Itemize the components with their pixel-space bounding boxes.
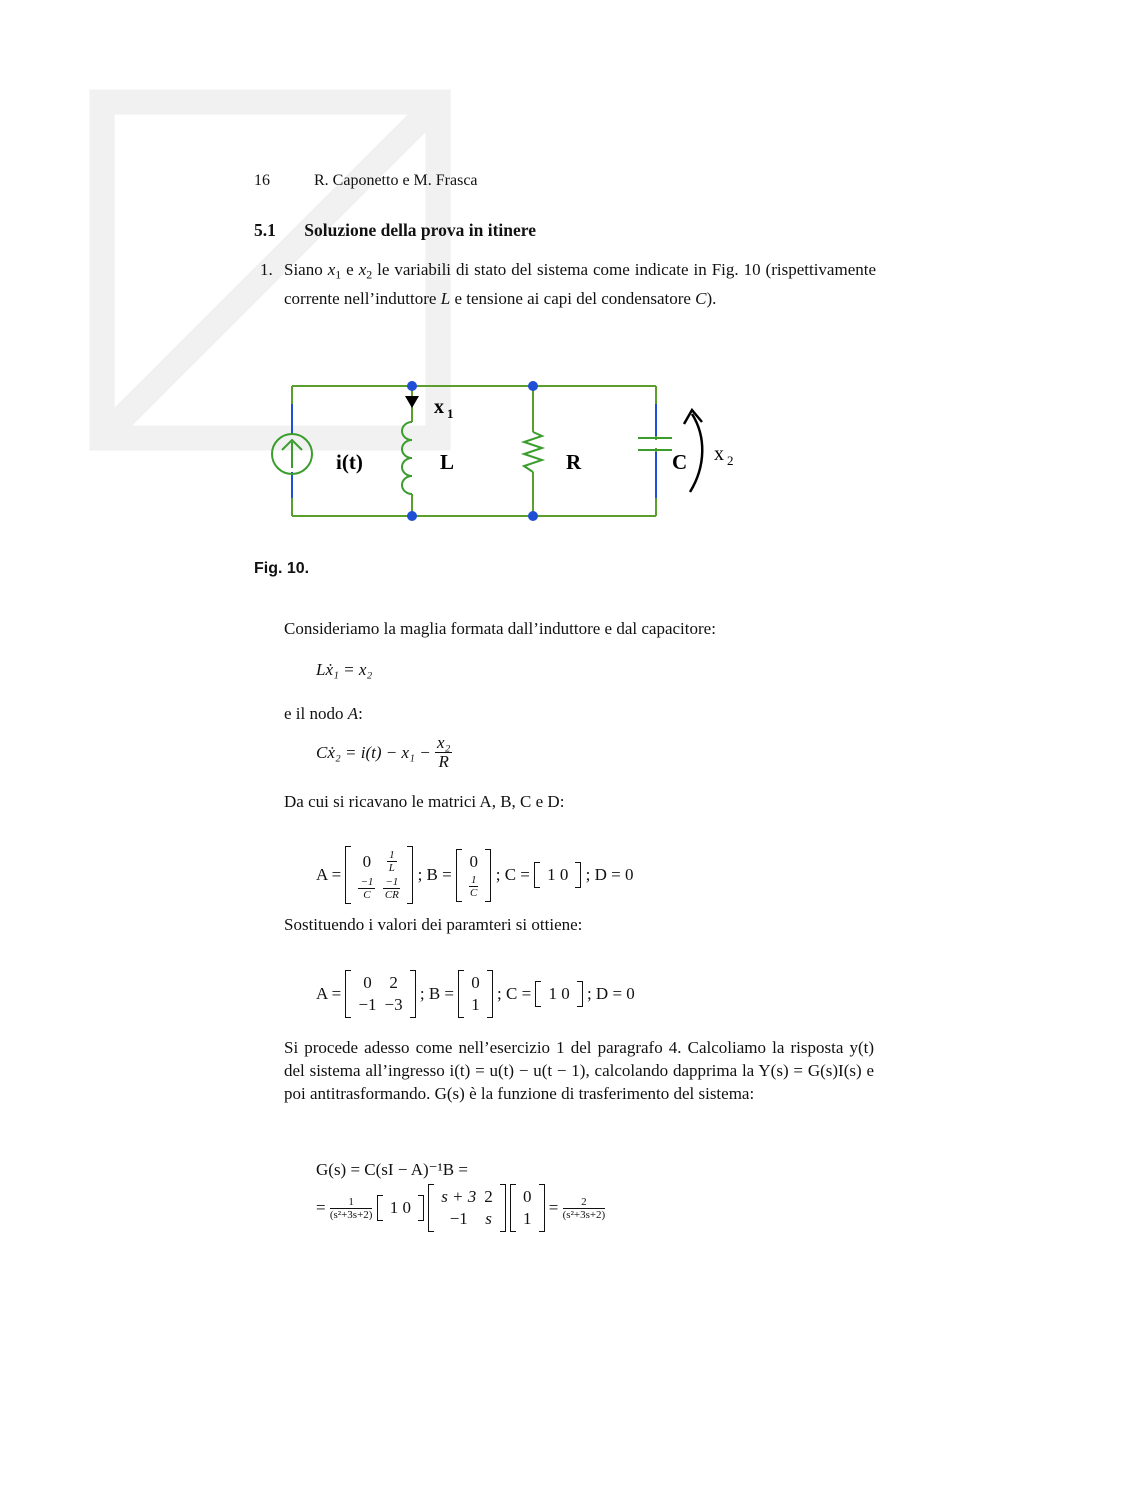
matrix-C-symbolic: 1 0 (534, 862, 581, 888)
capacitor-label: C (672, 450, 688, 474)
node-bottom-2 (528, 511, 538, 521)
list-item-1 (260, 258, 876, 310)
inductor-label: L (440, 450, 455, 474)
matrix-B-numeric: 0 1 (458, 970, 493, 1018)
x2-sub: 2 (727, 453, 734, 468)
column-vector: 0 1 (510, 1184, 545, 1232)
row-vector: 1 0 (377, 1195, 424, 1221)
matrix-B-symbolic: 0 $\frac{1}{C}$ (456, 849, 492, 902)
x1-arrow-icon (405, 396, 419, 408)
matrix-adjugate: s + 3 2 −1 s (428, 1184, 506, 1232)
equation-1: Lẋ₁ = x₂ (316, 660, 373, 679)
figure-caption: Fig. 10. (254, 560, 310, 577)
section-heading (254, 220, 536, 241)
inductor (402, 422, 412, 494)
paragraph-5: Si procede adesso come nell’esercizio 1 del paragrafo 4. Calcoliamo la risposta y(t) del sistema all’ingresso i(t) = u(t) − u(t − 1), calcolando dapprima la Y(s) = G(s)I(s) e poi antitrasformando. G(s) è la funzione di trasferimento del sistema: (284, 1038, 874, 1103)
resistor (524, 432, 542, 472)
equation-transfer-function-line2: = $\frac{1}{\text{(s²+3s+2)}}$ 1 0 s + 3 2 −1 s 0 1 = $\frac{2}{\text{(s²+3s+2)}}$ (316, 1184, 605, 1232)
list-item-text: Siano $x_1$ e $x_2$ le variabili di stato del sistema come indicate in Fig. 10 (rispettivamente corrente nell’induttore L e tensione ai capi del condensatore C). (284, 260, 877, 308)
x1-label: x (434, 396, 444, 418)
source-label: i(t) (336, 450, 363, 474)
node-top-1 (407, 381, 417, 391)
node-bottom-1 (407, 511, 417, 521)
page-header (254, 172, 478, 190)
authors: R. Caponetto e M. Frasca (314, 172, 478, 189)
equation-transfer-function-line1: G(s) = C(sI − A)⁻¹B = (316, 1160, 468, 1179)
paragraph-4: Sostituendo i valori dei paramteri si ottiene: (284, 915, 583, 934)
list-item-number: 1. (260, 260, 273, 279)
nodes (407, 381, 538, 521)
x1-sub: 1 (447, 406, 454, 421)
resistor-label: R (566, 450, 582, 474)
section-title: Soluzione della prova in itinere (304, 220, 536, 240)
page-number: 16 (254, 172, 270, 189)
equation-2: Cẋ₂ = i(t) − x₁ − $\frac{\text{x₂}}{R}$ (316, 733, 451, 771)
current-source (272, 434, 312, 474)
section-number: 5.1 (254, 220, 276, 240)
node-top-2 (528, 381, 538, 391)
paragraph-1: Consideriamo la maglia formata dall’induttore e dal capacitore: (284, 619, 716, 638)
x2-arrow-icon (690, 414, 702, 492)
paragraph-3: Da cui si ricavano le matrici A, B, C e D: (284, 792, 565, 811)
matrix-A-numeric: 0 2 −1 −3 (345, 970, 415, 1018)
matrix-A-symbolic: 0 $\frac{1}{L}$ $\frac{-1}{C}$ $\frac{-1}{CR}$ (345, 846, 413, 904)
x2-label: x (714, 443, 724, 465)
paragraph-2: e il nodo A: (284, 704, 363, 723)
equation-matrices-numeric: A = 0 2 −1 −3 ; B = 0 1 ; C = 1 0 ; D = 0 (316, 970, 635, 1018)
equation-matrices-symbolic: A = 0 $\frac{1}{L}$ $\frac{-1}{C}$ $\frac{-1}{CR}$ ; B = 0 $\frac{1}{C}$ ; C = 1 0 ; D = 0 (316, 846, 633, 904)
circuit-diagram (250, 370, 770, 540)
matrix-C-numeric: 1 0 (535, 981, 582, 1007)
